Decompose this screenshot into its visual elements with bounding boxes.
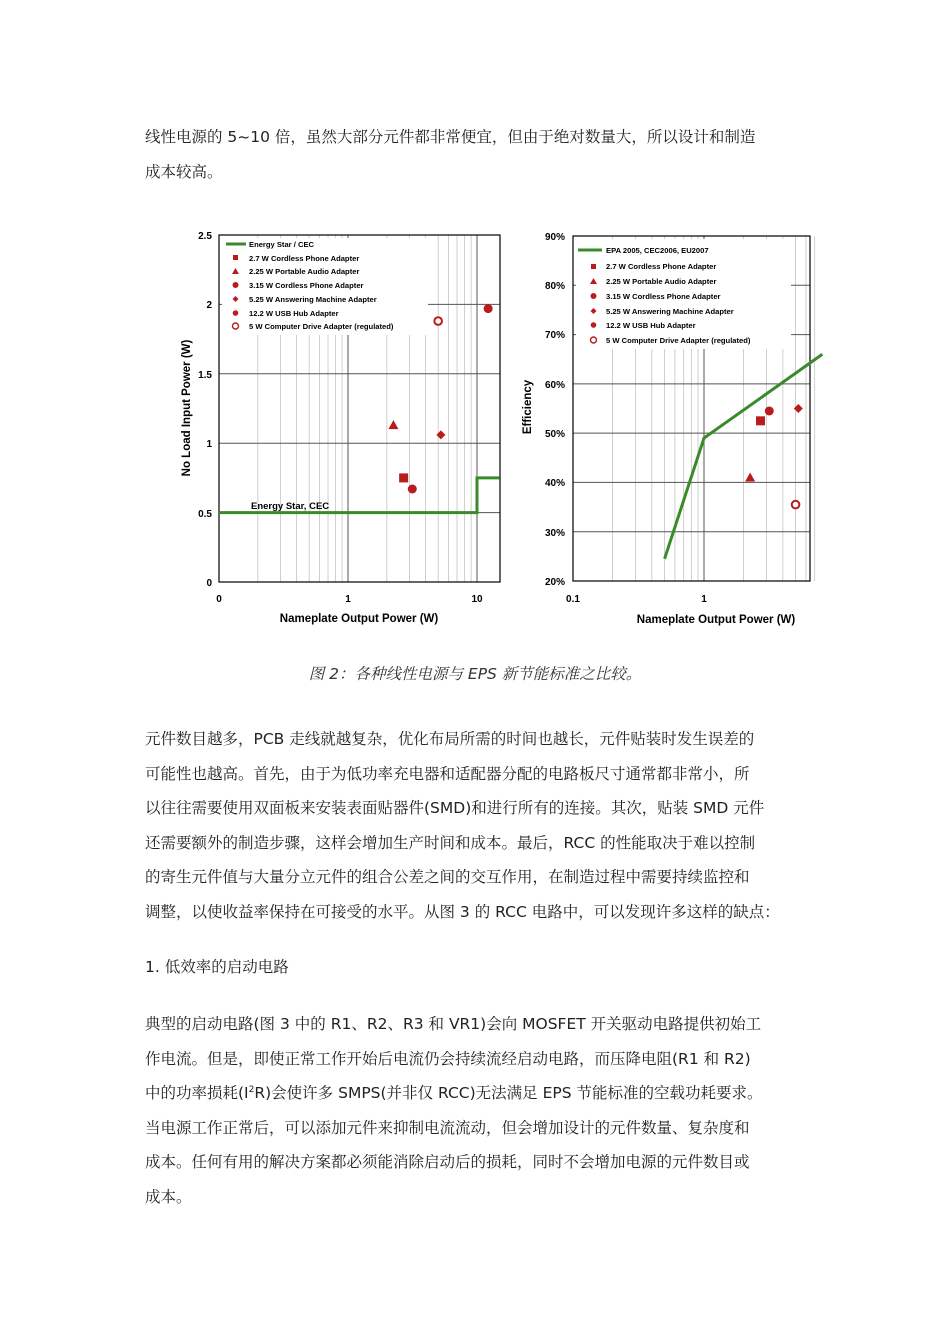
right-legend xyxy=(576,239,791,349)
legend-entry: 3.15 W Cordless Phone Adapter xyxy=(606,292,721,301)
figure-caption: 图 2：各种线性电源与 EPS 新节能标准之比较。 xyxy=(308,665,642,683)
left-y-tick: 2.5 xyxy=(198,231,212,242)
legend-circle-x-icon xyxy=(233,282,239,288)
right-y-axis-label: Efficiency xyxy=(522,379,534,435)
legend-entry: 5.25 W Answering Machine Adapter xyxy=(249,295,377,304)
data-point-dot xyxy=(484,304,493,313)
right-y-tick: 80% xyxy=(544,281,565,292)
left-y-tick: 2 xyxy=(206,300,212,311)
text-line: 作电流。但是，即使正常工作开始后电流仍会持续流经启动电路，而压降电阻(R1 和 R2) xyxy=(145,1049,751,1068)
right-points xyxy=(745,404,803,508)
legend-ring-icon xyxy=(233,323,239,329)
legend-entry: 2.7 W Cordless Phone Adapter xyxy=(249,254,360,263)
data-point-triangle xyxy=(388,420,398,429)
legend-ring-icon xyxy=(591,337,597,343)
legend-entry: 2.25 W Portable Audio Adapter xyxy=(249,267,360,276)
left-y-ticks xyxy=(198,231,212,589)
left-legend xyxy=(222,238,428,335)
text-line: 成本较高。 xyxy=(145,162,223,181)
right-x-tick: 1 xyxy=(701,594,707,605)
right-y-tick: 70% xyxy=(544,330,565,341)
data-point-ring xyxy=(792,501,800,509)
text-line xyxy=(145,1076,815,1111)
text-line: 以往往需要使用双面板来安装表面贴器件(SMD)和进行所有的连接。其次，贴装 SMD 元件 xyxy=(145,799,765,817)
data-point-triangle xyxy=(745,473,755,482)
section-heading: 1. 低效率的启动电路 xyxy=(145,958,289,976)
legend-circle-x-icon xyxy=(591,293,597,299)
data-point-square xyxy=(399,473,408,482)
legend-entry: EPA 2005, CEC2006, EU2007 xyxy=(606,246,709,255)
data-point-ring xyxy=(434,317,442,325)
text-line: 还需要额外的制造步骤，这样会增加生产时间和成本。最后，RCC 的性能取决于难以控制 xyxy=(145,833,756,852)
left-chart xyxy=(181,231,500,625)
text-line: 可能性也越高。首先，由于为低功率充电器和适配器分配的电路板尺寸通常都非常小，所 xyxy=(145,764,750,783)
left-y-tick: 0 xyxy=(206,578,212,589)
text-line: 的寄生元件值与大量分立元件的组合公差之间的交互作用，在制造过程中需要持续监控和 xyxy=(145,868,750,886)
right-y-tick: 30% xyxy=(544,528,565,539)
data-point-circle-x xyxy=(765,406,774,415)
legend-dot-icon xyxy=(591,322,597,328)
legend-square-icon xyxy=(591,264,596,269)
left-y-tick: 0.5 xyxy=(198,509,212,520)
text-line: 线性电源的 5~10 倍，虽然大部分元件都非常便宜，但由于绝对数量大，所以设计和制造 xyxy=(145,128,756,146)
left-y-axis-label: No Load Input Power (W) xyxy=(181,339,193,477)
text-line: 当电源工作正常后，可以添加元件来抑制电流流动，但会增加设计的元件数量、复杂度和 xyxy=(145,1118,750,1137)
legend-entry: 5 W Computer Drive Adapter (regulated) xyxy=(606,336,751,345)
text-line: 成本。 xyxy=(145,1187,192,1206)
left-x-tick: 1 xyxy=(345,594,351,605)
right-y-tick: 90% xyxy=(544,232,565,243)
left-x-tick: 10 xyxy=(471,594,483,605)
data-point-square xyxy=(756,416,765,425)
left-annotation: Energy Star, CEC xyxy=(251,501,330,512)
right-y-tick: 40% xyxy=(544,478,565,489)
legend-square-icon xyxy=(233,255,238,260)
left-y-tick: 1 xyxy=(206,439,212,450)
right-x-tick: 0.1 xyxy=(566,594,580,605)
right-x-axis-label: Nameplate Output Power (W) xyxy=(636,614,796,626)
paragraph-pcb xyxy=(145,722,815,929)
right-y-tick: 60% xyxy=(544,380,565,391)
legend-entry: 5.25 W Answering Machine Adapter xyxy=(606,307,734,316)
legend-dot-icon xyxy=(233,310,239,316)
data-point-circle-x xyxy=(408,485,417,494)
right-chart xyxy=(522,232,822,626)
legend-entry: 5 W Computer Drive Adapter (regulated) xyxy=(249,322,394,331)
superscript: 2 xyxy=(248,1084,255,1095)
text-line: 成本。任何有用的解决方案都必须能消除启动后的损耗，同时不会增加电源的元件数目或 xyxy=(145,1153,750,1171)
legend-entry: Energy Star / CEC xyxy=(249,240,314,249)
legend-entry: 12.2 W USB Hub Adapter xyxy=(249,309,339,318)
right-y-tick: 20% xyxy=(544,577,565,588)
text-fragment: 中的功率损耗(I xyxy=(145,1084,249,1102)
paragraph-startup xyxy=(145,1007,815,1214)
text-fragment: R)会使许多 SMPS(并非仅 RCC)无法满足 EPS 节能标准的空载功耗要求。 xyxy=(254,1084,763,1102)
legend-entry: 2.25 W Portable Audio Adapter xyxy=(606,277,717,286)
data-point-diamond xyxy=(794,404,803,413)
legend-entry: 3.15 W Cordless Phone Adapter xyxy=(249,281,364,290)
data-point-diamond xyxy=(436,430,445,439)
legend-entry: 12.2 W USB Hub Adapter xyxy=(606,321,696,330)
left-x-tick: 0 xyxy=(216,594,222,605)
left-y-tick: 1.5 xyxy=(198,370,212,381)
legend-entry: 2.7 W Cordless Phone Adapter xyxy=(606,262,717,271)
text-line: 元件数目越多，PCB 走线就越复杂，优化布局所需的时间也越长，元件贴装时发生误差的 xyxy=(145,730,755,748)
text-line: 调整，以使收益率保持在可接受的水平。从图 3 的 RCC 电路中，可以发现许多这样的缺点： xyxy=(145,902,780,921)
text-line: 典型的启动电路(图 3 中的 R1、R2、R3 和 VR1)会向 MOSFET 开关驱动电路提供初始工 xyxy=(145,1015,762,1033)
right-y-tick: 50% xyxy=(544,429,565,440)
left-x-axis-label: Nameplate Output Power (W) xyxy=(279,613,439,625)
